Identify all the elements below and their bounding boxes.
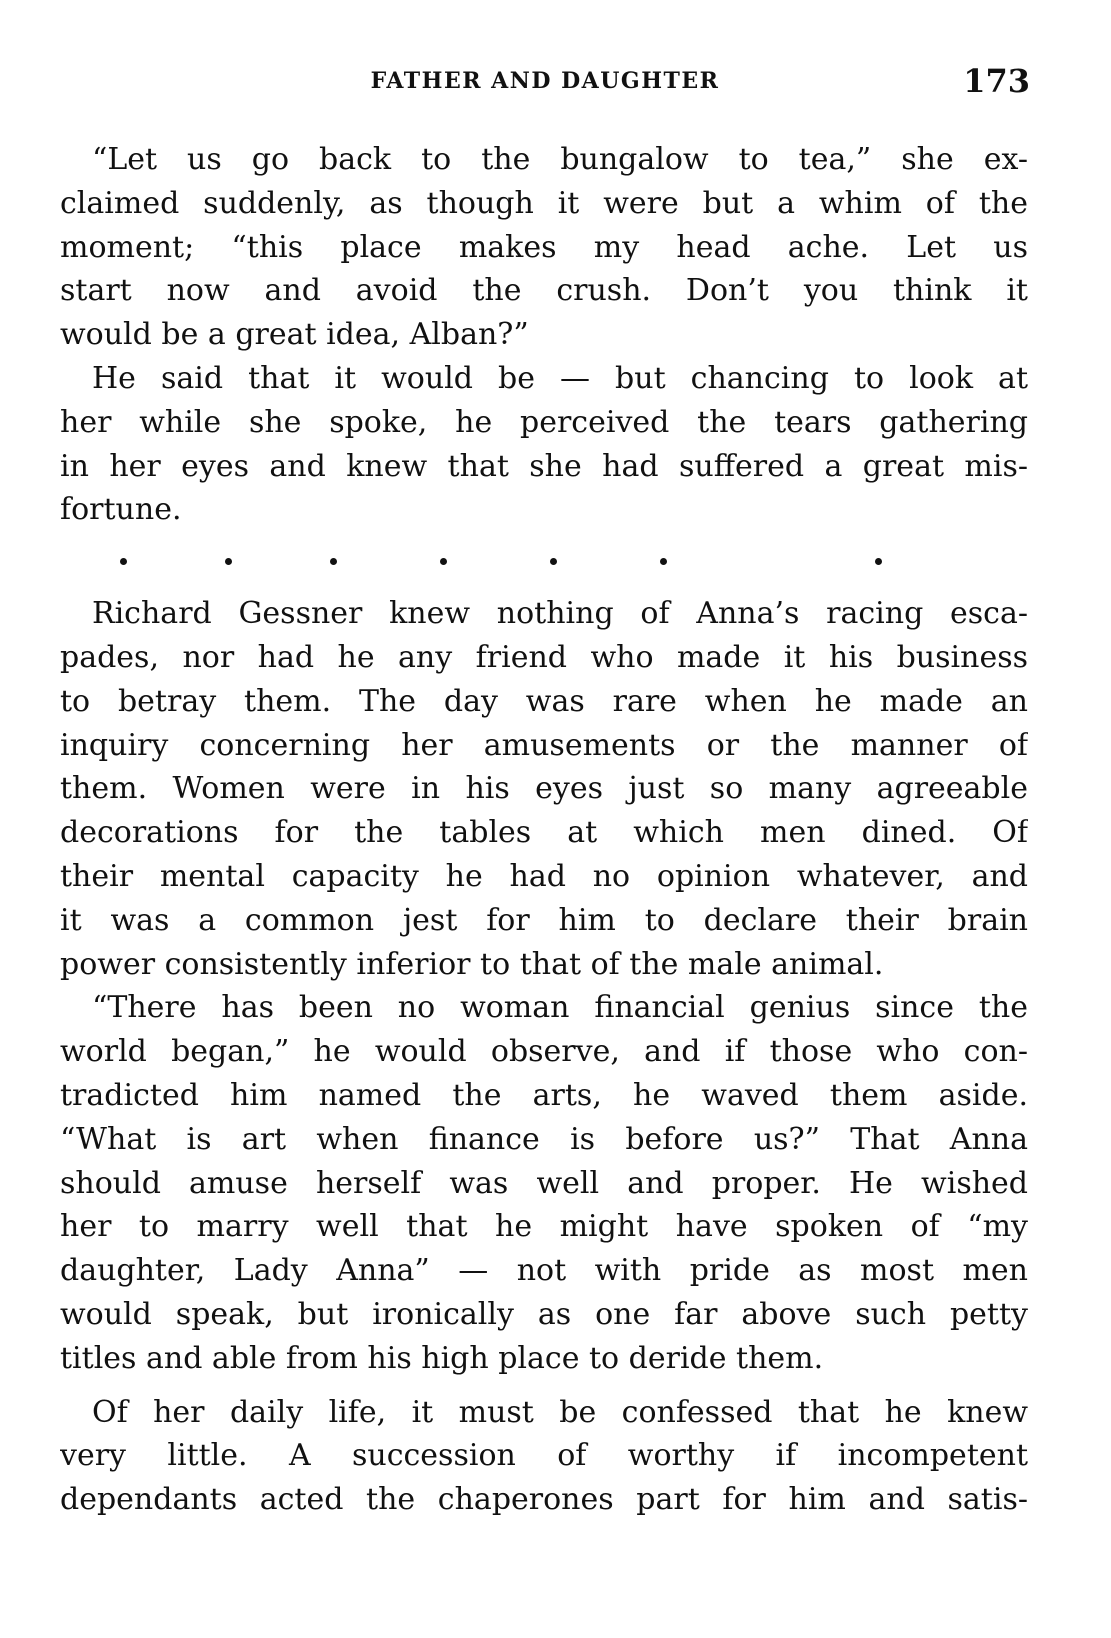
paragraph-gap xyxy=(60,1381,1028,1391)
text-line: decorations for the tables at which men dined. Of xyxy=(60,815,1028,851)
text-line: would speak, but ironically as one far above such petty xyxy=(60,1296,1028,1332)
text-line: daughter, Lady Anna” — not with pride as most men xyxy=(60,1253,1028,1289)
text-line: power consistently inferior to that of the male animal. xyxy=(60,946,884,982)
text-line: “What is art when finance is before us?” That Anna xyxy=(60,1121,1028,1157)
running-head xyxy=(60,62,1030,102)
text-line: them. Women were in his eyes just so many agreeable xyxy=(60,771,1028,807)
section-break-dot xyxy=(120,558,127,565)
section-break-dot xyxy=(440,558,447,565)
section-break-dot xyxy=(875,558,882,565)
text-line: it was a common jest for him to declare their brain xyxy=(60,902,1028,938)
page-number: 173 xyxy=(963,62,1030,100)
text-line: tradicted him named the arts, he waved them aside. xyxy=(60,1077,1028,1113)
text-line: pades, nor had he any friend who made it his business xyxy=(60,639,1028,675)
text-line: dependants acted the chaperones part for him and satis- xyxy=(60,1482,1028,1518)
text-line: her to marry well that he might have spoken of “my xyxy=(60,1209,1028,1245)
section-break-dot xyxy=(330,558,337,565)
paragraph xyxy=(60,357,1028,532)
text-line: He said that it would be — but chancing to look at xyxy=(92,360,1028,396)
text-line: should amuse herself was well and proper. He wished xyxy=(60,1165,1028,1201)
text-line: inquiry concerning her amusements or the manner of xyxy=(60,727,1028,763)
text-line: fortune. xyxy=(60,492,182,528)
text-line: “There has been no woman financial genius since the xyxy=(92,990,1028,1026)
body-text xyxy=(60,138,1028,1522)
text-line: in her eyes and knew that she had suffered a great mis- xyxy=(60,448,1028,484)
text-line: start now and avoid the crush. Don’t you think it xyxy=(60,273,1028,309)
paragraph xyxy=(60,986,1028,1380)
text-line: very little. A succession of worthy if incompetent xyxy=(60,1438,1028,1474)
text-line: her while she spoke, he perceived the tears gathering xyxy=(60,404,1028,440)
text-line: Of her daily life, it must be confessed that he knew xyxy=(92,1394,1028,1430)
paragraph xyxy=(60,1391,1028,1522)
paragraph xyxy=(60,138,1028,357)
text-line: Richard Gessner knew nothing of Anna’s racing esca- xyxy=(92,596,1028,632)
running-title: FATHER AND DAUGHTER xyxy=(370,68,720,94)
text-line: to betray them. The day was rare when he made an xyxy=(60,683,1028,719)
text-line: world began,” he would observe, and if those who con- xyxy=(60,1034,1028,1070)
text-line: claimed suddenly, as though it were but a whim of the xyxy=(60,185,1028,221)
section-break xyxy=(60,532,1028,592)
text-line: their mental capacity he had no opinion whatever, and xyxy=(60,858,1028,894)
text-line: would be a great idea, Alban?” xyxy=(60,317,529,353)
text-line: moment; “this place makes my head ache. Let us xyxy=(60,229,1028,265)
paragraph xyxy=(60,592,1028,986)
text-line: “Let us go back to the bungalow to tea,” she ex- xyxy=(92,142,1028,177)
section-break-dot xyxy=(225,558,232,565)
text-line: titles and able from his high place to deride them. xyxy=(60,1340,824,1376)
section-break-dot xyxy=(550,558,557,565)
section-break-dot xyxy=(660,558,667,565)
